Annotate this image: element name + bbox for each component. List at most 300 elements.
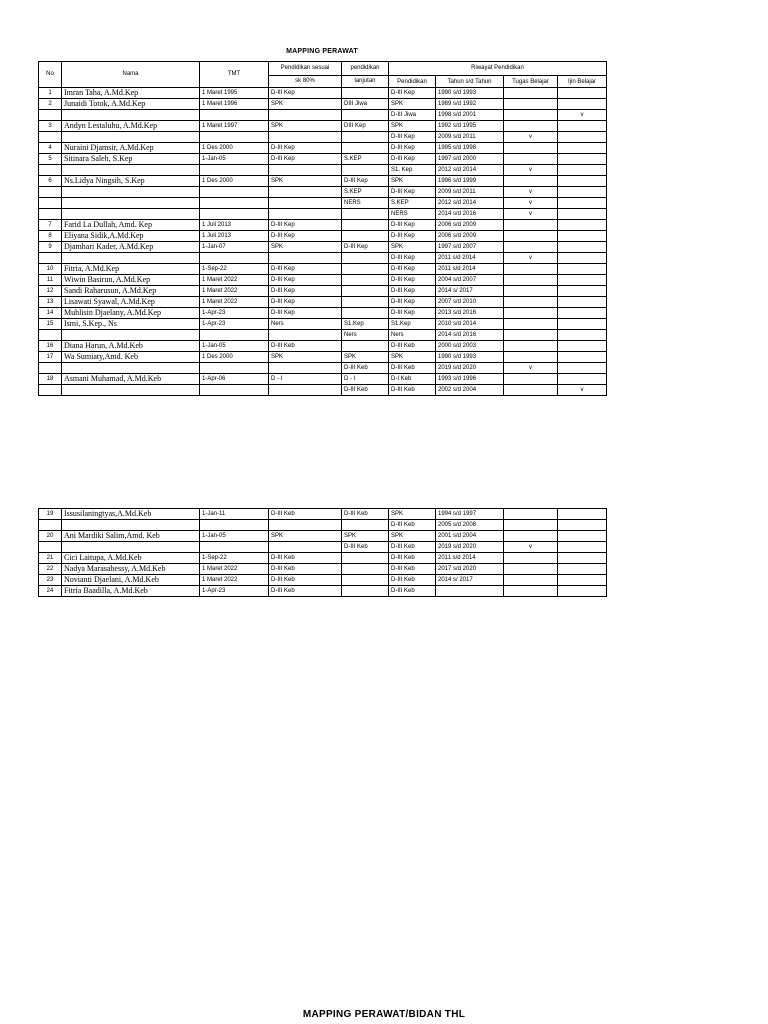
cell-tahun: 2009 s/d 2011 xyxy=(436,132,504,143)
cell-tmt: 1-Jan-05 xyxy=(200,341,269,352)
header-tugas-belajar: Tugas Belajar xyxy=(504,76,558,88)
cell-pendidikan-sesuai xyxy=(269,330,342,341)
cell-pendidikan-lanjutan: D-III Keb xyxy=(342,385,389,396)
cell-tahun: 1998 s/d 2001 xyxy=(436,110,504,121)
cell-pendidikan-lanjutan xyxy=(342,165,389,176)
cell-nama: Sitinara Saleh, S.Kep xyxy=(62,154,200,165)
cell-no xyxy=(39,198,62,209)
cell-nama xyxy=(62,165,200,176)
cell-ijin-belajar xyxy=(558,253,607,264)
cell-riwayat-pendidikan: D-III Kep xyxy=(389,187,436,198)
cell-pendidikan-sesuai: SPK xyxy=(269,242,342,253)
cell-pendidikan-sesuai: D-III Keb xyxy=(269,564,342,575)
cell-pendidikan-lanjutan xyxy=(342,341,389,352)
cell-pendidikan-sesuai: D - I xyxy=(269,374,342,385)
cell-pendidikan-sesuai: D-III Kep xyxy=(269,231,342,242)
cell-riwayat-pendidikan: SPK xyxy=(389,242,436,253)
cell-nama xyxy=(62,198,200,209)
cell-nama: Cici Laitupa, A.Md.Keb xyxy=(62,553,200,564)
cell-no: 9 xyxy=(39,242,62,253)
cell-tmt: 1-Sep-22 xyxy=(200,553,269,564)
cell-no xyxy=(39,209,62,220)
cell-nama: Nuraini Djamsir, A.Md.Kep xyxy=(62,143,200,154)
cell-nama: Lisawati Syawal, A.Md.Kep xyxy=(62,297,200,308)
cell-pendidikan-lanjutan: D - I xyxy=(342,374,389,385)
cell-pendidikan-lanjutan xyxy=(342,286,389,297)
cell-tmt xyxy=(200,187,269,198)
cell-riwayat-pendidikan: D-III Kep xyxy=(389,275,436,286)
cell-ijin-belajar xyxy=(558,374,607,385)
header-pendidikan-lanjutan-2: lanjutan xyxy=(342,76,389,88)
cell-ijin-belajar xyxy=(558,531,607,542)
cell-no: 15 xyxy=(39,319,62,330)
cell-tugas-belajar xyxy=(504,341,558,352)
cell-tmt xyxy=(200,330,269,341)
cell-nama xyxy=(62,330,200,341)
cell-tahun: 2019 s/d 2020 xyxy=(436,542,504,553)
cell-tahun: 2009 s/d 2011 xyxy=(436,187,504,198)
cell-tugas-belajar xyxy=(504,564,558,575)
cell-tugas-belajar xyxy=(504,553,558,564)
cell-pendidikan-sesuai: SPK xyxy=(269,121,342,132)
cell-tugas-belajar xyxy=(504,275,558,286)
table-row xyxy=(39,308,607,319)
cell-pendidikan-lanjutan: S.KEP xyxy=(342,154,389,165)
cell-pendidikan-lanjutan xyxy=(342,520,389,531)
cell-no: 11 xyxy=(39,275,62,286)
cell-tugas-belajar xyxy=(504,88,558,99)
next-page-title: MAPPING PERAWAT/BIDAN THL xyxy=(302,1009,466,1020)
cell-riwayat-pendidikan: SPK xyxy=(389,531,436,542)
cell-riwayat-pendidikan: D-III Kep xyxy=(389,286,436,297)
document-title: MAPPING PERAWAT xyxy=(286,48,358,55)
cell-pendidikan-sesuai xyxy=(269,187,342,198)
cell-pendidikan-sesuai: D-III Kep xyxy=(269,88,342,99)
cell-tugas-belajar xyxy=(504,352,558,363)
cell-nama xyxy=(62,110,200,121)
cell-pendidikan-sesuai xyxy=(269,520,342,531)
table-row xyxy=(39,586,607,597)
cell-pendidikan-sesuai: D-III Kep xyxy=(269,264,342,275)
cell-no: 13 xyxy=(39,297,62,308)
cell-tmt xyxy=(200,385,269,396)
table-row xyxy=(39,553,607,564)
table-row xyxy=(39,264,607,275)
cell-tahun: 2019 s/d 2020 xyxy=(436,363,504,374)
cell-pendidikan-lanjutan: DIII Kep xyxy=(342,121,389,132)
table-row xyxy=(39,509,607,520)
cell-pendidikan-lanjutan: D-III Kep xyxy=(342,176,389,187)
cell-no: 12 xyxy=(39,286,62,297)
cell-ijin-belajar xyxy=(558,575,607,586)
cell-tmt: 1 Des 2000 xyxy=(200,143,269,154)
cell-tahun: 1990 s/d 1993 xyxy=(436,352,504,363)
cell-tmt: 1-Jan-11 xyxy=(200,509,269,520)
cell-no: 16 xyxy=(39,341,62,352)
cell-tugas-belajar xyxy=(504,176,558,187)
cell-tahun: 1993 s/d 1996 xyxy=(436,374,504,385)
cell-ijin-belajar xyxy=(558,308,607,319)
cell-riwayat-pendidikan: D-III Keb xyxy=(389,341,436,352)
cell-nama: Djamhari Kader, A.Md.Kep xyxy=(62,242,200,253)
cell-tmt: 1-Sep-22 xyxy=(200,264,269,275)
cell-nama: Nadya Marasabessy, A.Md.Keb xyxy=(62,564,200,575)
cell-tmt xyxy=(200,110,269,121)
table-row xyxy=(39,385,607,396)
cell-tugas-belajar xyxy=(504,99,558,110)
cell-pendidikan-lanjutan xyxy=(342,575,389,586)
cell-tmt: 1 Maret 2022 xyxy=(200,564,269,575)
cell-tmt: 1 Maret 2022 xyxy=(200,286,269,297)
cell-riwayat-pendidikan: D-III Keb xyxy=(389,542,436,553)
table-row xyxy=(39,154,607,165)
cell-pendidikan-lanjutan xyxy=(342,132,389,143)
cell-nama xyxy=(62,132,200,143)
cell-pendidikan-sesuai: D-III Keb xyxy=(269,575,342,586)
cell-tugas-belajar xyxy=(504,319,558,330)
cell-pendidikan-sesuai xyxy=(269,110,342,121)
cell-tahun: 2013 s/d 2016 xyxy=(436,308,504,319)
cell-no xyxy=(39,165,62,176)
header-nama: Nama xyxy=(62,62,200,88)
cell-riwayat-pendidikan: D-III Keb xyxy=(389,363,436,374)
cell-tugas-belajar xyxy=(504,330,558,341)
cell-pendidikan-lanjutan: D-III Keb xyxy=(342,509,389,520)
cell-no xyxy=(39,385,62,396)
cell-tmt xyxy=(200,363,269,374)
table-row xyxy=(39,341,607,352)
cell-tmt: 1-Jan-07 xyxy=(200,242,269,253)
cell-pendidikan-sesuai: Ners xyxy=(269,319,342,330)
cell-pendidikan-sesuai: D-III Keb xyxy=(269,509,342,520)
cell-tahun: 1994 s/d 1997 xyxy=(436,509,504,520)
cell-tahun: 2002 s/d 2004 xyxy=(436,385,504,396)
cell-tmt xyxy=(200,209,269,220)
header-ijin-belajar: Ijin Belajar xyxy=(558,76,607,88)
cell-tahun: 2014 s/d 2016 xyxy=(436,330,504,341)
cell-riwayat-pendidikan: SPK xyxy=(389,352,436,363)
cell-nama: Ismi, S.Kep., Ns xyxy=(62,319,200,330)
cell-riwayat-pendidikan: D-III Keb xyxy=(389,586,436,597)
cell-tugas-belajar xyxy=(504,509,558,520)
cell-riwayat-pendidikan: D-III Keb xyxy=(389,385,436,396)
cell-tahun: 1997 s/d 2007 xyxy=(436,242,504,253)
cell-tmt: 1-Apr-23 xyxy=(200,586,269,597)
cell-tahun: 1990 s/d 1993 xyxy=(436,88,504,99)
cell-tahun: 2007 s/d 2010 xyxy=(436,297,504,308)
cell-tmt: 1 Des 2000 xyxy=(200,352,269,363)
cell-no: 21 xyxy=(39,553,62,564)
cell-ijin-belajar xyxy=(558,132,607,143)
cell-tmt xyxy=(200,542,269,553)
table-row xyxy=(39,231,607,242)
table-row xyxy=(39,297,607,308)
cell-riwayat-pendidikan: S.KEP xyxy=(389,198,436,209)
cell-ijin-belajar xyxy=(558,143,607,154)
cell-no xyxy=(39,363,62,374)
cell-tmt xyxy=(200,253,269,264)
cell-no: 14 xyxy=(39,308,62,319)
cell-nama: Muhlisin Djaelany, A.Md.Kep xyxy=(62,308,200,319)
cell-pendidikan-sesuai xyxy=(269,165,342,176)
table-row xyxy=(39,110,607,121)
cell-tmt: 1 Maret 1997 xyxy=(200,121,269,132)
cell-pendidikan-lanjutan xyxy=(342,297,389,308)
cell-tugas-belajar xyxy=(504,575,558,586)
cell-tugas-belajar: v xyxy=(504,363,558,374)
cell-riwayat-pendidikan: D-III Kep xyxy=(389,132,436,143)
cell-riwayat-pendidikan: D-III Keb xyxy=(389,564,436,575)
table-row xyxy=(39,275,607,286)
cell-ijin-belajar xyxy=(558,297,607,308)
cell-pendidikan-lanjutan: S1.Kep xyxy=(342,319,389,330)
cell-tahun: 2012 s/d 2014 xyxy=(436,165,504,176)
cell-tmt: 1 Maret 1996 xyxy=(200,99,269,110)
cell-nama xyxy=(62,363,200,374)
cell-tmt: 1-Apr-23 xyxy=(200,319,269,330)
cell-ijin-belajar xyxy=(558,165,607,176)
cell-ijin-belajar xyxy=(558,319,607,330)
cell-no: 2 xyxy=(39,99,62,110)
cell-nama xyxy=(62,385,200,396)
cell-nama: Eliyana Sidik,A.Md.Kep xyxy=(62,231,200,242)
table-row xyxy=(39,531,607,542)
cell-tugas-belajar xyxy=(504,154,558,165)
cell-no: 1 xyxy=(39,88,62,99)
cell-pendidikan-lanjutan xyxy=(342,231,389,242)
cell-tugas-belajar: v xyxy=(504,542,558,553)
cell-pendidikan-lanjutan xyxy=(342,143,389,154)
cell-pendidikan-lanjutan: D-III Keb xyxy=(342,363,389,374)
cell-pendidikan-lanjutan: SPK xyxy=(342,531,389,542)
cell-ijin-belajar xyxy=(558,198,607,209)
cell-ijin-belajar xyxy=(558,341,607,352)
cell-ijin-belajar xyxy=(558,564,607,575)
cell-nama: Wa Sumiaty,Amd. Keb xyxy=(62,352,200,363)
cell-ijin-belajar xyxy=(558,330,607,341)
table-row xyxy=(39,253,607,264)
cell-tahun: 2014 s/d 2016 xyxy=(436,209,504,220)
cell-pendidikan-sesuai: SPK xyxy=(269,99,342,110)
cell-tugas-belajar xyxy=(504,385,558,396)
header-no: No xyxy=(39,62,62,88)
cell-tugas-belajar xyxy=(504,110,558,121)
cell-tugas-belajar: v xyxy=(504,187,558,198)
cell-pendidikan-lanjutan xyxy=(342,110,389,121)
cell-nama xyxy=(62,520,200,531)
cell-pendidikan-sesuai: D-III Keb xyxy=(269,553,342,564)
table-row xyxy=(39,99,607,110)
cell-ijin-belajar xyxy=(558,542,607,553)
cell-tmt: 1-Apr-23 xyxy=(200,308,269,319)
cell-no xyxy=(39,187,62,198)
cell-tahun: 2011 s/d 2014 xyxy=(436,264,504,275)
cell-riwayat-pendidikan: D-III Kep xyxy=(389,253,436,264)
cell-tugas-belajar xyxy=(504,286,558,297)
cell-riwayat-pendidikan: D-III Kep xyxy=(389,231,436,242)
cell-tahun: 2011 s/d 2014 xyxy=(436,253,504,264)
cell-ijin-belajar: v xyxy=(558,385,607,396)
cell-tahun: 2011 s/d 2014 xyxy=(436,553,504,564)
cell-no: 4 xyxy=(39,143,62,154)
cell-riwayat-pendidikan: D-III Kep xyxy=(389,297,436,308)
cell-pendidikan-sesuai xyxy=(269,132,342,143)
cell-nama: Imran Taha, A.Md.Kep xyxy=(62,88,200,99)
cell-nama xyxy=(62,253,200,264)
table-body xyxy=(39,88,607,396)
cell-no: 22 xyxy=(39,564,62,575)
cell-tahun: 1995 s/d 1998 xyxy=(436,143,504,154)
cell-tugas-belajar: v xyxy=(504,165,558,176)
cell-riwayat-pendidikan: S1. Kep xyxy=(389,165,436,176)
cell-tahun: 1996 s/d 1999 xyxy=(436,176,504,187)
cell-tahun: 1989 s/d 1992 xyxy=(436,99,504,110)
cell-ijin-belajar xyxy=(558,586,607,597)
cell-nama xyxy=(62,542,200,553)
cell-ijin-belajar: v xyxy=(558,110,607,121)
table-row xyxy=(39,198,607,209)
cell-pendidikan-lanjutan: D-III Keb xyxy=(342,542,389,553)
cell-pendidikan-sesuai: D-III Keb xyxy=(269,586,342,597)
table-row xyxy=(39,165,607,176)
cell-tahun: 2006 s/d 2009 xyxy=(436,231,504,242)
cell-riwayat-pendidikan: D-III Kep xyxy=(389,88,436,99)
table-row xyxy=(39,564,607,575)
table-row xyxy=(39,286,607,297)
cell-tahun: 2010 s/d 2014 xyxy=(436,319,504,330)
cell-pendidikan-sesuai: D-III Kep xyxy=(269,297,342,308)
header-pendidikan-lanjutan-1: pendidikan xyxy=(342,62,389,76)
mapping-table-continued xyxy=(38,508,607,597)
cell-tmt: 1 Maret 2022 xyxy=(200,275,269,286)
header-pendidikan: Pendidikan xyxy=(389,76,436,88)
header-tahun: Tahun s/d Tahun xyxy=(436,76,504,88)
cell-no: 6 xyxy=(39,176,62,187)
cell-tugas-belajar: v xyxy=(504,198,558,209)
cell-tahun: 2014 s/ 2017 xyxy=(436,575,504,586)
cell-ijin-belajar xyxy=(558,509,607,520)
table-row xyxy=(39,319,607,330)
table-row xyxy=(39,132,607,143)
cell-pendidikan-sesuai: D-III Keb xyxy=(269,341,342,352)
cell-riwayat-pendidikan: NERS xyxy=(389,209,436,220)
cell-pendidikan-lanjutan xyxy=(342,253,389,264)
cell-tmt: 1-Jan-05 xyxy=(200,531,269,542)
cell-pendidikan-sesuai xyxy=(269,209,342,220)
cell-pendidikan-lanjutan xyxy=(342,264,389,275)
header-sk: sk 80% xyxy=(269,76,342,88)
cell-tmt: 1 Des 2000 xyxy=(200,176,269,187)
cell-tugas-belajar: v xyxy=(504,209,558,220)
cell-riwayat-pendidikan: D-III Kep xyxy=(389,220,436,231)
cell-riwayat-pendidikan: D-III Kep xyxy=(389,308,436,319)
cell-nama: Ns.Lidya Ningsih, S.Kep xyxy=(62,176,200,187)
cell-tugas-belajar xyxy=(504,121,558,132)
cell-tmt xyxy=(200,198,269,209)
cell-ijin-belajar xyxy=(558,520,607,531)
cell-tugas-belajar xyxy=(504,520,558,531)
cell-no: 23 xyxy=(39,575,62,586)
cell-nama: Diana Harun, A.Md.Keb xyxy=(62,341,200,352)
cell-tugas-belajar xyxy=(504,231,558,242)
cell-ijin-belajar xyxy=(558,553,607,564)
cell-riwayat-pendidikan: D-III Kep xyxy=(389,154,436,165)
cell-no: 8 xyxy=(39,231,62,242)
cell-ijin-belajar xyxy=(558,286,607,297)
cell-no: 18 xyxy=(39,374,62,385)
cell-riwayat-pendidikan: D-III Kep xyxy=(389,264,436,275)
cell-tahun: 2004 s/d 2007 xyxy=(436,275,504,286)
cell-no: 3 xyxy=(39,121,62,132)
cell-riwayat-pendidikan: SPK xyxy=(389,99,436,110)
cell-tugas-belajar xyxy=(504,297,558,308)
cell-no: 7 xyxy=(39,220,62,231)
cell-nama: Fitria, A.Md.Kep xyxy=(62,264,200,275)
cell-no: 5 xyxy=(39,154,62,165)
cell-pendidikan-lanjutan: D-III Kep xyxy=(342,242,389,253)
cell-riwayat-pendidikan: S1.Kep xyxy=(389,319,436,330)
cell-nama: Ani Mardiki Salim,Amd. Keb xyxy=(62,531,200,542)
table-row xyxy=(39,575,607,586)
table-row xyxy=(39,520,607,531)
cell-riwayat-pendidikan: D-III Jiwa xyxy=(389,110,436,121)
cell-tahun: 1992 s/d 1995 xyxy=(436,121,504,132)
table-row xyxy=(39,374,607,385)
cell-tugas-belajar xyxy=(504,374,558,385)
cell-tugas-belajar xyxy=(504,586,558,597)
table-body-continued xyxy=(39,509,607,597)
table-row xyxy=(39,542,607,553)
cell-riwayat-pendidikan: D-III Keb xyxy=(389,553,436,564)
cell-ijin-belajar xyxy=(558,220,607,231)
cell-tahun: 2014 s/ 2017 xyxy=(436,286,504,297)
cell-pendidikan-lanjutan xyxy=(342,220,389,231)
header-riwayat-pendidikan: Riwayat Pendidikan xyxy=(389,62,607,76)
cell-nama: Junaidi Totok, A.Md.Kep xyxy=(62,99,200,110)
cell-pendidikan-sesuai: D-III Kep xyxy=(269,308,342,319)
cell-pendidikan-sesuai xyxy=(269,253,342,264)
cell-pendidikan-lanjutan: Ners xyxy=(342,330,389,341)
header-pendidikan-sesuai: Pendidikan sesuai xyxy=(269,62,342,76)
cell-pendidikan-lanjutan: S.KEP xyxy=(342,187,389,198)
cell-tugas-belajar xyxy=(504,143,558,154)
cell-pendidikan-lanjutan xyxy=(342,586,389,597)
cell-ijin-belajar xyxy=(558,264,607,275)
cell-no xyxy=(39,253,62,264)
cell-tugas-belajar xyxy=(504,308,558,319)
cell-tmt: 1 Juli 2013 xyxy=(200,231,269,242)
table-row xyxy=(39,242,607,253)
cell-pendidikan-sesuai xyxy=(269,385,342,396)
cell-nama: Issusilaningtyas,A.Md.Keb xyxy=(62,509,200,520)
cell-nama: Asmani Muhamad, A.Md.Keb xyxy=(62,374,200,385)
cell-ijin-belajar xyxy=(558,275,607,286)
cell-tahun: 2000 s/d 2003 xyxy=(436,341,504,352)
table-row xyxy=(39,143,607,154)
cell-ijin-belajar xyxy=(558,209,607,220)
table-row xyxy=(39,352,607,363)
cell-pendidikan-sesuai xyxy=(269,542,342,553)
cell-riwayat-pendidikan: D-III Keb xyxy=(389,575,436,586)
cell-tmt xyxy=(200,132,269,143)
cell-no xyxy=(39,330,62,341)
table-row xyxy=(39,187,607,198)
cell-pendidikan-sesuai xyxy=(269,363,342,374)
cell-tahun: 1997 s/d 2000 xyxy=(436,154,504,165)
cell-pendidikan-lanjutan xyxy=(342,275,389,286)
cell-tahun: 2001 s/d 2004 xyxy=(436,531,504,542)
cell-tmt: 1 Maret 2022 xyxy=(200,575,269,586)
